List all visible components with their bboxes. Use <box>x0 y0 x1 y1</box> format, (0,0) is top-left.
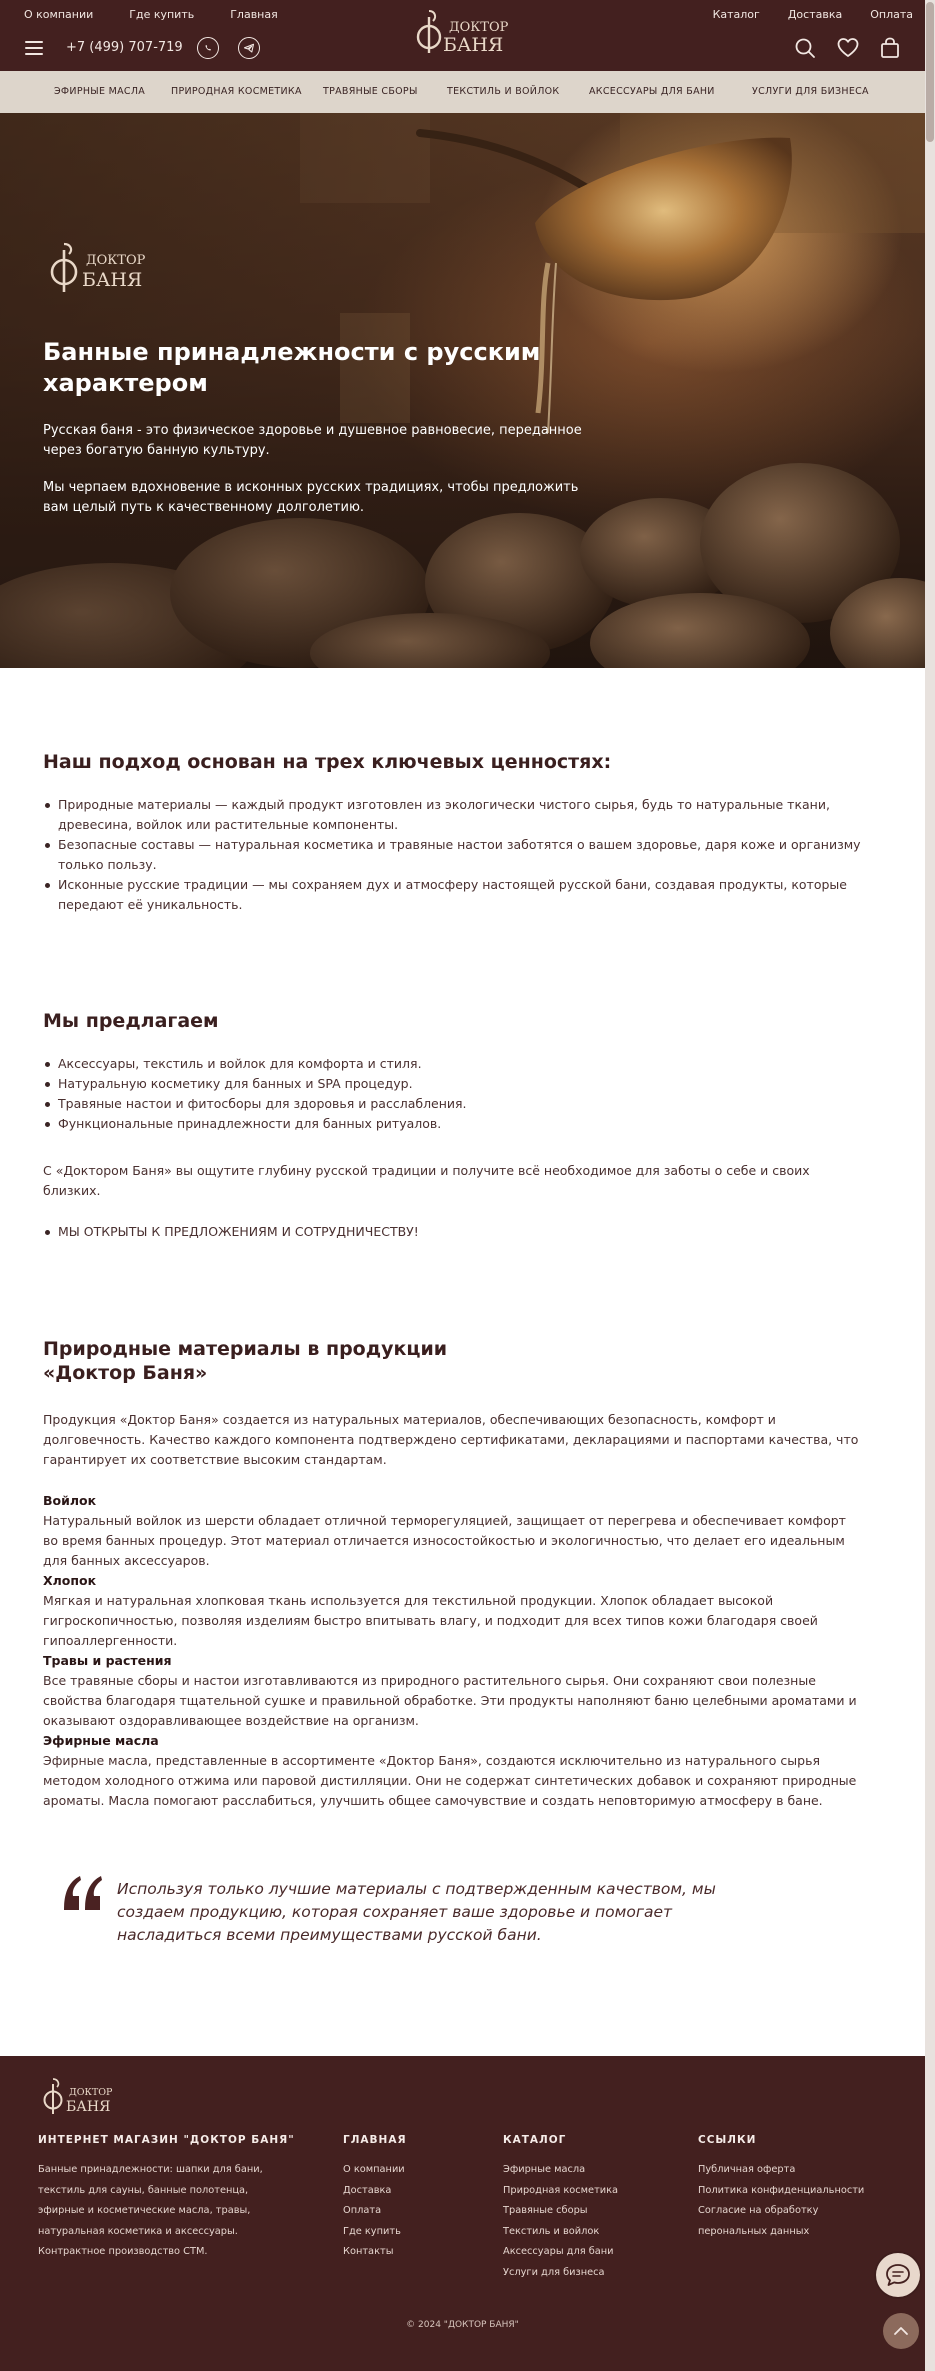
material-title: Травы и растения <box>43 1653 172 1668</box>
footer-link[interactable]: Эфирные масла <box>503 2164 586 2175</box>
cooperation-item: МЫ ОТКРЫТЫ К ПРЕДЛОЖЕНИЯМ И СОТРУДНИЧЕСТВУ! <box>43 1222 863 1242</box>
hero-paragraph-2: Мы черпаем вдохновение в исконных русских традициях, чтобы предложить вам целый путь к качественному долголетию. <box>43 480 579 515</box>
footer-link[interactable]: Политика конфиденциальности <box>698 2184 865 2196</box>
svg-text:БАНЯ: БАНЯ <box>66 2099 111 2115</box>
material-block-cotton <box>43 1571 863 1651</box>
materials-section <box>43 1337 863 1811</box>
category-bath-accessories[interactable]: АКСЕССУАРЫ ДЛЯ БАНИ <box>589 86 715 97</box>
footer-col-links <box>698 2160 864 2242</box>
footer-link[interactable]: Публичная оферта <box>698 2164 796 2175</box>
material-title: Войлок <box>43 1493 97 1508</box>
footer-link[interactable]: Где купить <box>343 2225 401 2237</box>
svg-text:ДОКТОР: ДОКТОР <box>449 20 509 35</box>
nav-link-delivery[interactable]: Доставка <box>787 8 843 21</box>
footer-logo[interactable] <box>38 2076 118 2118</box>
nav-link-home[interactable]: Главная <box>230 8 278 21</box>
svg-text:БАНЯ: БАНЯ <box>82 269 143 291</box>
list-item: Безопасные составы — натуральная косметика и травяные настои заботятся о вашем здоровье, даря коже и организму только пользу. <box>43 835 863 875</box>
footer-col-links-title: ССЫЛКИ <box>698 2134 757 2146</box>
site-footer <box>0 2056 925 2371</box>
cart-icon[interactable] <box>879 37 901 59</box>
footer-link[interactable]: О компании <box>343 2164 405 2175</box>
phone-link[interactable]: +7 (499) 707-719 <box>66 40 183 55</box>
hero-title: Банные принадлежности с русским характером <box>43 338 541 397</box>
material-block-felt <box>43 1491 863 1571</box>
list-item: Аксессуары, текстиль и войлок для комфорта и стиля. <box>43 1054 863 1074</box>
footer-link[interactable]: Услуги для бизнеса <box>503 2266 605 2278</box>
cooperation-list <box>43 1222 863 1242</box>
material-title: Хлопок <box>43 1573 97 1588</box>
list-item: Натуральную косметику для банных и SPA процедур. <box>43 1074 863 1094</box>
values-section <box>43 750 863 915</box>
values-title: Наш подход основан на трех ключевых ценностях: <box>43 751 612 773</box>
category-herbal-collections[interactable]: ТРАВЯНЫЕ СБОРЫ <box>323 86 418 97</box>
material-block-oils <box>43 1731 863 1811</box>
list-item: Природные материалы — каждый продукт изготовлен из экологически чистого сырья, будь то натуральные ткани, древесина, войлок или растительные компоненты. <box>43 795 863 835</box>
site-logo[interactable] <box>405 7 525 59</box>
footer-link[interactable]: Контакты <box>343 2246 394 2257</box>
list-item: Травяные настои и фитосборы для здоровья и расслабления. <box>43 1094 863 1114</box>
footer-col-store: Банные принадлежности: шапки для бани, текстиль для сауны, банные полотенца, эфирные и косметические масла, травы, натуральная косметика и аксессуары. Контрактное производство СТМ. <box>38 2164 263 2257</box>
material-text: Натуральный войлок из шерсти обладает отличной терморегуляцией, защищает от перегрева и обеспечивает комфорт во время банных процедур. Этот материал отличается износостойкостью и экологичностью, что делает его идеальным для банных аксессуаров. <box>43 1513 846 1568</box>
footer-link[interactable]: Оплата <box>343 2205 382 2216</box>
footer-col-main-title: ГЛАВНАЯ <box>343 2134 407 2146</box>
offer-section <box>43 1009 863 1242</box>
hero-logo <box>42 238 157 298</box>
copyright: © 2024 "ДОКТОР БАНЯ" <box>406 2320 519 2330</box>
footer-col-main <box>343 2160 405 2263</box>
material-text: Мягкая и натуральная хлопковая ткань используется для текстильной продукции. Хлопок обладает высокой гигроскопичностью, позволяя изделиям быстро впитывать влагу, и подходит для всех типов кожи благодаря своей гипоаллергенности. <box>43 1593 818 1648</box>
nav-link-catalog[interactable]: Каталог <box>712 8 760 21</box>
menu-icon[interactable] <box>25 41 43 55</box>
hero-banner <box>0 113 925 668</box>
category-business-services[interactable]: УСЛУГИ ДЛЯ БИЗНЕСА <box>752 86 869 97</box>
whatsapp-icon[interactable] <box>197 37 219 59</box>
material-title: Эфирные масла <box>43 1733 159 1748</box>
footer-link[interactable]: Текстиль и войлок <box>503 2225 600 2237</box>
top-right-nav <box>685 8 913 21</box>
list-item: Функциональные принадлежности для банных ритуалов. <box>43 1114 863 1134</box>
chat-button[interactable] <box>876 2253 920 2297</box>
offer-list <box>43 1054 863 1134</box>
top-header <box>0 0 925 71</box>
footer-link[interactable]: Аксессуары для бани <box>503 2246 614 2257</box>
values-list <box>43 795 863 915</box>
footer-link[interactable]: Согласие на обработку <box>698 2205 819 2216</box>
footer-link[interactable]: Травяные сборы <box>503 2205 588 2216</box>
footer-col-store-title: ИНТЕРНЕТ МАГАЗИН "ДОКТОР БАНЯ" <box>38 2134 295 2146</box>
search-icon[interactable] <box>794 37 816 59</box>
category-nav <box>0 71 925 113</box>
materials-intro: Продукция «Доктор Баня» создается из натуральных материалов, обеспечивающих безопасность, комфорт и долговечность. Качество каждого компонента подтверждено сертификатами, декларациями и паспортами качества, что гарантирует их соответствие высоким стандартам. <box>43 1412 859 1467</box>
footer-col-catalog <box>503 2160 618 2283</box>
svg-text:БАНЯ: БАНЯ <box>443 34 504 56</box>
offer-paragraph: С «Доктором Баня» вы ощутите глубину русской традиции и получите всё необходимое для заботы о себе и своих близких. <box>43 1163 810 1198</box>
hero-paragraph-1: Русская баня - это физическое здоровье и душевное равновесие, переданное через богатую банную культуру. <box>43 423 582 458</box>
chat-icon <box>885 2263 911 2287</box>
quote-icon <box>60 1872 104 1912</box>
svg-text:ДОКТОР: ДОКТОР <box>69 2087 113 2098</box>
material-text: Эфирные масла, представленные в ассортименте «Доктор Баня», создаются исключительно из натурального сырья методом холодного отжима или паровой дистилляции. Они не содержат синтетических добавок и сохраняют природные ароматы. Масла помогают расслабиться, улучшить общее самочувствие и создать неповторимую атмосферу в бане. <box>43 1753 857 1808</box>
heart-icon[interactable] <box>837 37 859 59</box>
nav-link-about[interactable]: О компании <box>24 8 94 21</box>
scrollbar-thumb[interactable] <box>926 2 934 142</box>
footer-link[interactable]: перональных данных <box>698 2225 810 2237</box>
footer-col-catalog-title: КАТАЛОГ <box>503 2134 567 2146</box>
materials-quote: Используя только лучшие материалы с подтвержденным качеством, мы создаем продукцию, которая сохраняет ваше здоровье и помогает насладиться всеми преимуществами русской бани. <box>117 1880 716 1944</box>
materials-title: Природные материалы в продукции «Доктор Баня» <box>43 1338 448 1384</box>
nav-link-where-to-buy[interactable]: Где купить <box>129 8 195 21</box>
material-text: Все травяные сборы и настои изготавливаются из природного растительного сырья. Они сохраняют свои полезные свойства благодаря тщательной сушке и правильной обработке. Эти продукты наполняют баню целебными ароматами и оказывают оздоравливающее воздействие на организм. <box>43 1673 857 1728</box>
offer-title: Мы предлагаем <box>43 1010 219 1032</box>
category-textile-felt[interactable]: ТЕКСТИЛЬ И ВОЙЛОК <box>447 86 560 97</box>
svg-text:ДОКТОР: ДОКТОР <box>86 253 146 268</box>
telegram-icon[interactable] <box>238 37 260 59</box>
footer-link[interactable]: Доставка <box>343 2184 392 2196</box>
top-left-nav <box>24 8 314 21</box>
nav-link-payment[interactable]: Оплата <box>870 8 913 21</box>
category-essential-oils[interactable]: ЭФИРНЫЕ МАСЛА <box>54 86 146 97</box>
footer-link[interactable]: Природная косметика <box>503 2184 619 2196</box>
category-natural-cosmetics[interactable]: ПРИРОДНАЯ КОСМЕТИКА <box>171 86 302 97</box>
page-scrollbar[interactable] <box>925 0 935 2371</box>
chevron-up-icon <box>893 2326 909 2336</box>
scroll-top-button[interactable] <box>883 2313 919 2349</box>
list-item: Исконные русские традиции — мы сохраняем дух и атмосферу настоящей русской бани, создавая продукты, которые передают её уникальность. <box>43 875 863 915</box>
material-block-herbs <box>43 1651 863 1731</box>
